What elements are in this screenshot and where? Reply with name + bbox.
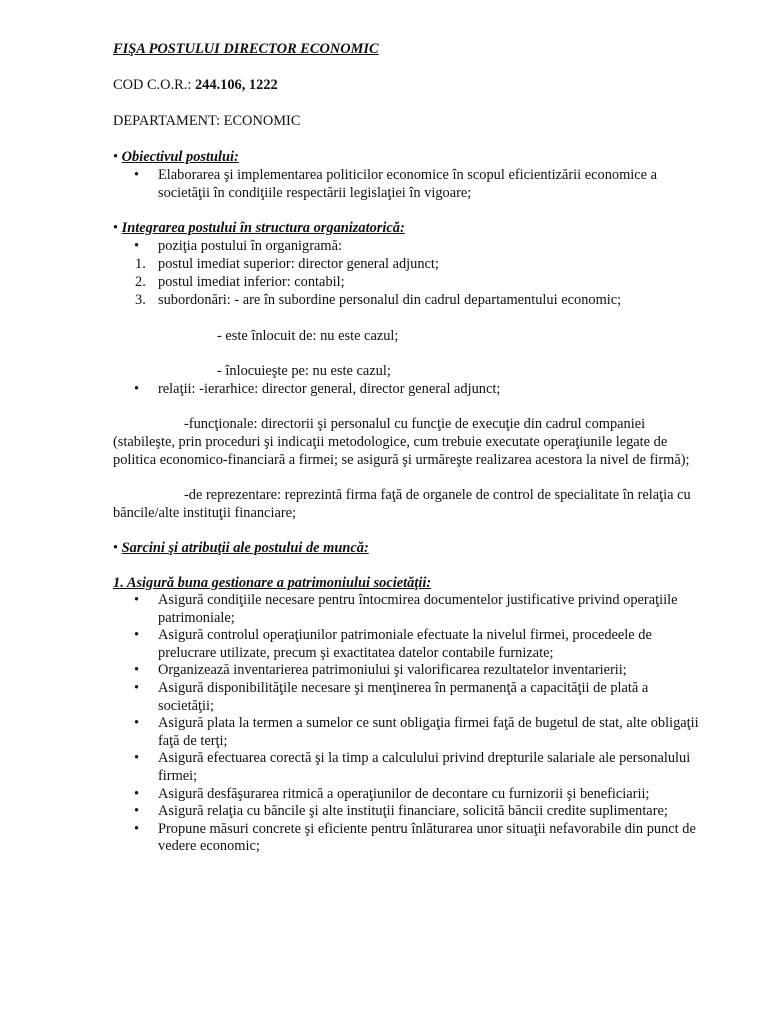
list-item-text: Propune măsuri concrete şi eficiente pentru înlăturarea unor situaţii nefavorabile din punct de vedere economic; (158, 820, 696, 855)
list-item (113, 680, 703, 715)
objective-heading-text: Obiectivul postului: (121, 149, 239, 165)
bullet: • (113, 540, 119, 556)
cor-code-label: COD C.O.R.: (113, 77, 195, 93)
objective-heading (113, 148, 703, 166)
list-item-text: Asigură plata la termen a sumelor ce sunt obligaţia firmei faţă de bugetul de stat, alte obligaţii faţă de terţi; (158, 715, 699, 749)
document-title: FIŞA POSTULUI DIRECTOR ECONOMIC (113, 41, 379, 57)
numbered-item-text: subordonări: - are în subordine personalul din cadrul departamentului economic; (158, 292, 622, 308)
replaces-line: - înlocuieşte pe: nu este cazul; (217, 363, 391, 379)
bullet: • (134, 679, 140, 696)
bullet: • (134, 238, 140, 254)
bullet: • (134, 820, 140, 837)
numbered-item (113, 273, 703, 291)
document-body (113, 40, 703, 856)
numbered-item (113, 291, 703, 309)
list-item (113, 750, 703, 785)
list-item (113, 166, 703, 202)
list-item-text: Elaborarea şi implementarea politicilor economice în scopul eficientizării economice a societăţii în condiţiile respectării legislaţiei în vigoare; (158, 167, 658, 201)
item-number: 3. (135, 292, 146, 308)
list-item-text: Asigură disponibilităţile necesare şi menţinerea în permanenţă a capacităţii de plată a societăţii; (158, 679, 649, 714)
objective-list (113, 166, 703, 202)
bullet: • (134, 785, 140, 802)
list-item (113, 592, 703, 627)
list-item-text: Asigură controlul operaţiunilor patrimoniale efectuate la nivelul firmei, procedeele de prelucrare utilizate, precum şi exactitatea datelor contabile furnizate; (158, 627, 652, 661)
bullet: • (134, 750, 140, 767)
position-list (113, 237, 703, 255)
list-item-text: relaţii: -ierarhice: director general, director general adjunct; (158, 381, 501, 397)
list-item (113, 821, 703, 856)
list-item-text: Asigură desfăşurarea ritmică a operaţiunilor de decontare cu furnizorii şi beneficiarii; (158, 785, 650, 802)
bullet: • (134, 715, 140, 732)
bullet: • (134, 803, 140, 820)
integration-heading (113, 219, 703, 237)
tasks-heading-text: Sarcini şi atribuţii ale postului de muncă: (121, 540, 369, 556)
list-item-text: Asigură condiţiile necesare pentru întocmirea documentelor justificative privind operaţiile patrimoniale; (158, 592, 678, 626)
functional-relations-paragraph: -funcţionale: directorii şi personalul cu funcţie de execuţie din cadrul companiei (stabileşte, prin proceduri şi indicaţii metodologice, cum trebuie executate operaţiunile legate de politica economico-financiară a firmei; se asigură şi urmăreşte realizarea acestora la nivel de firmă); (113, 416, 690, 468)
list-item (113, 380, 703, 398)
cor-code-line (113, 76, 703, 94)
bullet: • (113, 220, 119, 236)
hierarchy-list (113, 255, 703, 309)
item-number: 2. (135, 274, 146, 290)
section-1-list (113, 592, 703, 856)
relations-list (113, 380, 703, 398)
bullet: • (134, 381, 140, 397)
list-item (113, 627, 703, 662)
list-item-text: poziţia postului în organigramă: (158, 238, 342, 254)
item-number: 1. (135, 256, 146, 272)
bullet: • (134, 592, 140, 608)
section-1-title: 1. Asigură buna gestionare a patrimoniului societăţii: (113, 575, 432, 591)
list-item-text: Organizează inventarierea patrimoniului şi valorificarea rezultatelor inventarierii; (158, 662, 627, 679)
bullet: • (134, 627, 140, 644)
list-item-text: Asigură relaţia cu băncile şi alte instituţii financiare, solicită băncii credite suplimentare; (158, 803, 668, 820)
list-item (113, 786, 703, 804)
numbered-item (113, 255, 703, 273)
replaced-by-line: - este înlocuit de: nu este cazul; (217, 328, 399, 344)
representation-paragraph: -de reprezentare: reprezintă firma faţă de organele de control de specialitate în relaţia cu băncile/alte instituţii financiare; (113, 487, 691, 521)
bullet: • (113, 149, 119, 165)
cor-code-value: 244.106, 1222 (194, 77, 278, 93)
list-item (113, 662, 703, 680)
department-line: DEPARTAMENT: ECONOMIC (113, 113, 301, 129)
numbered-item-text: postul imediat superior: director general adjunct; (158, 256, 439, 272)
bullet: • (134, 167, 140, 183)
numbered-item-text: postul imediat inferior: contabil; (158, 274, 345, 290)
list-item (113, 715, 703, 750)
integration-heading-text: Integrarea postului în structura organizatorică: (121, 220, 405, 236)
list-item (113, 803, 703, 821)
list-item (113, 237, 703, 255)
bullet: • (134, 662, 140, 679)
list-item-text: Asigură efectuarea corectă şi la timp a calculului privind drepturile salariale ale personalului firmei; (158, 750, 691, 784)
tasks-heading (113, 539, 703, 557)
